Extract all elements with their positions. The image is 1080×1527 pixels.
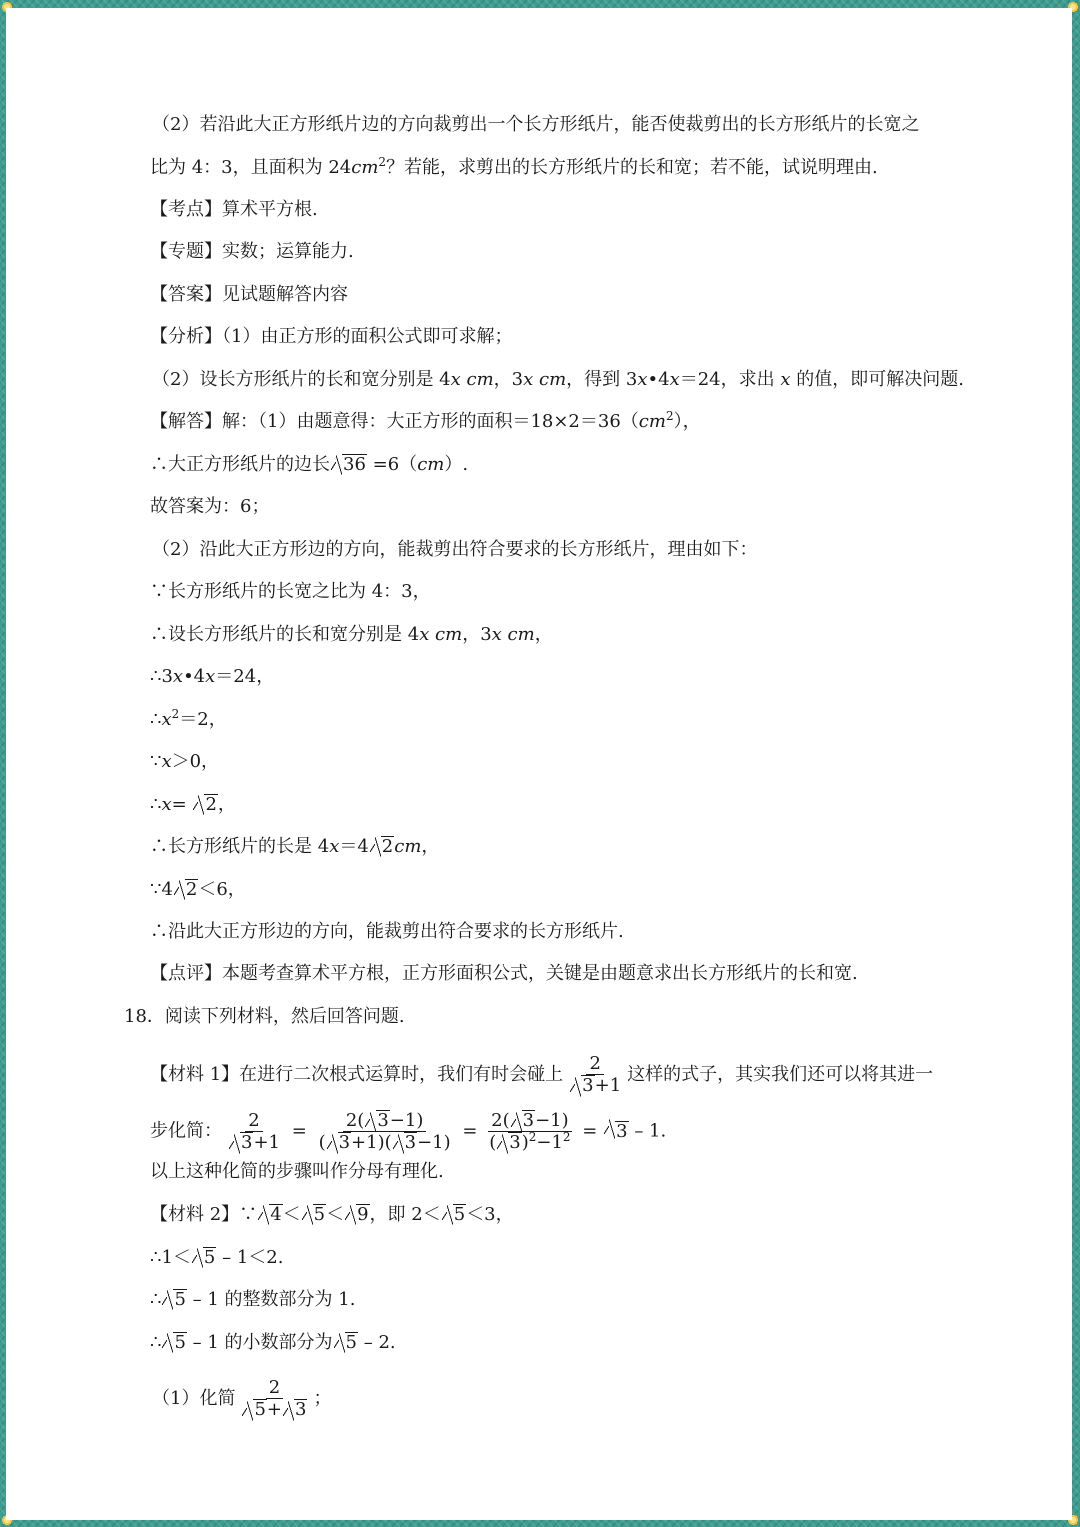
- sqrt-symbol: 9: [345, 1203, 369, 1227]
- sqrt-symbol: 5: [442, 1203, 466, 1227]
- sqrt-symbol: 3: [393, 1132, 417, 1153]
- sqrt-symbol: 5: [302, 1203, 326, 1227]
- sqrt-symbol: 4: [258, 1203, 282, 1227]
- topic-line: 【专题】实数；运算能力.: [150, 241, 354, 262]
- sqrt-symbol: 3: [229, 1132, 253, 1153]
- sqrt-symbol: 3: [497, 1132, 521, 1153]
- sqrt-symbol: 2: [193, 793, 217, 817]
- text-line: ∴长方形纸片的长是 4x＝4 2cm，: [150, 836, 440, 857]
- text-line: ∴1＜ 5 – 1＜2.: [150, 1247, 284, 1268]
- simplification-line: 步化简： $\frac{2}{3+1}$ = $\frac{2( 3-1)}{( 3+1)( 3-1)}$ = $\frac{2( 3-1)}{( 3)^2-1^2}$ = 3 – 1.: [150, 1109, 667, 1153]
- sqrt-symbol: 3: [327, 1132, 351, 1153]
- document-page: [6, 8, 1072, 1520]
- keypoint-line: 【考点】算术平方根.: [150, 199, 318, 220]
- text-line: ∴沿此大正方形边的方向，能裁剪出符合要求的长方形纸片.: [150, 921, 624, 942]
- text-line: ∴3x•4x＝24，: [150, 666, 275, 687]
- sqrt-symbol: 3: [283, 1399, 307, 1420]
- text-line: 以上这种化简的步骤叫作分母有理化.: [150, 1161, 444, 1182]
- text-line: ∴设长方形纸片的长和宽分别是 4x cm，3x cm，: [150, 624, 553, 645]
- text-line: ∴ 5 – 1 的整数部分为 1.: [150, 1289, 356, 1310]
- material-2-line: 【材料 2】∵ 4＜ 5＜ 9，即 2＜ 5＜3，: [150, 1204, 514, 1225]
- fraction: $\frac{2}{5+ 3}$: [238, 1378, 310, 1420]
- text-line: ∴大正方形纸片的边长 36 =6（cm）.: [150, 454, 469, 475]
- question-part-1: （1）化简 $\frac{2}{5+ 3}$ ；: [152, 1377, 332, 1420]
- fraction: $\frac{2}{3+1}$: [566, 1054, 624, 1096]
- text-line: $\therefore x^2=2$，: [150, 707, 227, 730]
- sqrt-symbol: 5: [242, 1399, 266, 1420]
- fraction: $\frac{2( 3-1)}{( 3+1)( 3-1)}$: [318, 1110, 451, 1153]
- text-line: （2）沿此大正方形边的方向，能裁剪出符合要求的长方形纸片，理由如下：: [152, 539, 758, 560]
- answer-line: 【答案】见试题解答内容: [150, 284, 348, 305]
- sqrt-symbol: 2: [174, 878, 198, 902]
- text-line: ∵x＞0，: [150, 751, 220, 772]
- analysis-line: 【分析】（1）由正方形的面积公式即可求解；: [150, 326, 513, 347]
- text-line: 故答案为：6；: [150, 496, 270, 517]
- question-title: 18．阅读下列材料，然后回答问题.: [124, 1006, 405, 1027]
- text-line: ∴x= 2，: [150, 794, 236, 815]
- sqrt-symbol: 3: [570, 1075, 594, 1096]
- sqrt-symbol: 5: [162, 1331, 186, 1355]
- sqrt-symbol: 36: [331, 453, 367, 477]
- material-1-line: 【材料 1】在进行二次根式运算时，我们有时会碰上 $\frac{2}{3+1}$ 这样的式子，其实我们还可以将其进一: [150, 1053, 934, 1096]
- solution-line: 【解答】解：（1）由题意得：大正方形的面积$=18\times 2=36(cm^2)$，: [150, 409, 701, 432]
- text-line: ∴ 5 – 1 的小数部分为 5 – 2.: [150, 1332, 396, 1353]
- fraction: $\frac{2( 3-1)}{( 3)^2-1^2}$: [489, 1110, 571, 1153]
- fraction: $\frac{2}{3+1}$: [225, 1111, 283, 1153]
- sqrt-symbol: 5: [162, 1288, 186, 1312]
- text-line: 比为 4：3，且面积为 $24cm^2$？若能，求剪出的长方形纸片的长和宽；若不能，试说明理由.: [150, 155, 878, 178]
- sqrt-symbol: 3: [511, 1110, 535, 1131]
- sqrt-symbol: 3: [365, 1110, 389, 1131]
- comment-line: 【点评】本题考查算术平方根，正方形面积公式，关键是由题意求出长方形纸片的长和宽.: [150, 963, 858, 984]
- sqrt-symbol: 2: [370, 835, 394, 859]
- sqrt-symbol: 5: [192, 1246, 216, 1270]
- text-line: ∵4 2＜6，: [150, 879, 246, 900]
- text-line: （2）若沿此大正方形纸片边的方向裁剪出一个长方形纸片，能否使裁剪出的长方形纸片的长宽之: [152, 114, 920, 135]
- sqrt-symbol: 5: [334, 1331, 358, 1355]
- sqrt-symbol: 3: [604, 1117, 628, 1147]
- text-line: （2）设长方形纸片的长和宽分别是 4x cm，3x cm，得到 3x•4x＝24，求出 x 的值，即可解决问题.: [152, 369, 964, 390]
- text-line: ∵长方形纸片的长宽之比为 4：3，: [150, 581, 431, 602]
